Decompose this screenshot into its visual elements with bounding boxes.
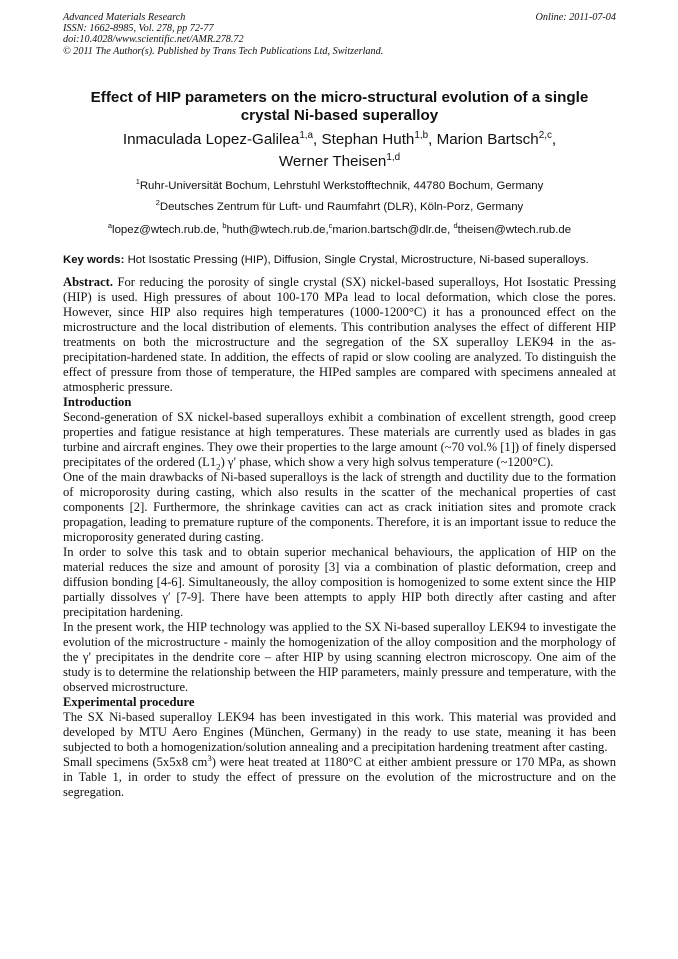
subscript: 2 xyxy=(216,461,221,472)
online-date: Online: 2011-07-04 xyxy=(535,12,616,23)
title-line-1: Effect of HIP parameters on the micro-structural evolution of a single xyxy=(90,88,589,106)
affiliation-text: Ruhr-Universität Bochum, Lehrstuhl Werkstofftechnik, 44780 Bochum, Germany xyxy=(139,179,544,192)
intro-paragraph-4: In the present work, the HIP technology was applied to the SX Ni-based superalloy LEK94 to investigate the evolution of the microstructure - mainly the homogenization of the alloy composition and the morphology of the γ′ precipitates in the dendrite core – after HIP by using scanning electron microscopy. One aim of the study is to determine the relationship between the HIP parameters, mainly pressure and temperature, with the observed microstructure. xyxy=(63,619,616,694)
title-line-2: crystal Ni-based superalloy xyxy=(240,106,439,124)
author-name: Stephan Huth xyxy=(321,130,415,148)
experimental-heading: Experimental procedure xyxy=(63,694,195,709)
intro-paragraph-1 xyxy=(63,410,616,470)
exp-p2-text-cont: ) were heat treated at 1180°C at either ambient pressure or 170 MPa, as shown in Table 1, in order to study the effect of pressure on the evolution of the microstructure and on the segregation. xyxy=(63,754,617,799)
exp-p2-text: Small specimens (5x5x8 cm xyxy=(63,754,208,769)
exp-paragraph-1: The SX Ni-based superalloy LEK94 has been investigated in this work. This material was provided and developed by MTU Aero Engines (München, Germany) in the ready to use state, meaning it has been subjected to both a homogenization/solution annealing and a precipitation hardening treatment after casting. xyxy=(63,709,616,754)
copyright-line: © 2011 The Author(s). Published by Trans Tech Publications Ltd, Switzerland. xyxy=(63,45,384,57)
journal-name: Advanced Materials Research xyxy=(63,12,186,23)
doi-line: doi:10.4028/www.scientific.net/AMR.278.72 xyxy=(63,34,244,46)
email-address[interactable]: theisen@wtech.rub.de xyxy=(457,223,572,236)
superscript: 3 xyxy=(207,752,212,763)
affiliation-text: Deutsches Zentrum für Luft- und Raumfahrt (DLR), Köln-Porz, Germany xyxy=(159,200,524,213)
author-separator: , xyxy=(313,130,322,148)
email-sup: b xyxy=(222,221,227,231)
email-line xyxy=(63,223,616,237)
exp-paragraph-2 xyxy=(63,752,617,800)
email-sup: c xyxy=(328,221,333,231)
keywords xyxy=(63,253,616,267)
paper-title xyxy=(63,89,616,125)
introduction-heading: Introduction xyxy=(63,394,132,409)
author-affil-sup: 1,b xyxy=(414,129,429,141)
intro-p1-text-cont: ) γ′ phase, which show a very high solvus temperature (~1200°C). xyxy=(220,454,554,469)
author-list xyxy=(63,129,616,173)
affiliation-1 xyxy=(63,179,616,193)
author-name: Marion Bartsch xyxy=(436,130,539,148)
email-address[interactable]: lopez@wtech.rub.de, xyxy=(112,223,223,236)
author-name: Inmaculada Lopez-Galilea xyxy=(122,130,300,148)
author-separator: , xyxy=(551,130,557,148)
author-affil-sup: 1,a xyxy=(299,129,314,141)
abstract-label: Abstract. xyxy=(63,274,114,289)
affiliation-number: 1 xyxy=(135,177,140,187)
paper-page xyxy=(63,12,616,800)
intro-paragraph-2: One of the main drawbacks of Ni-based superalloys is the lack of strength and ductility due to the formation of microporosity during casting, which also results in the scatter of the mechanical properties of cast components [2]. Furthermore, the shrinkage cavities can act as crack initiation sites and promote crack propagation, leading to premature rupture of the components. Therefore, it is an important issue to reduce the microporosity generated during casting. xyxy=(63,469,616,544)
affiliation-2 xyxy=(63,200,616,214)
authors-line-2 xyxy=(63,151,616,173)
email-address[interactable]: marion.bartsch@dlr.de, xyxy=(332,223,454,236)
email-address[interactable]: huth@wtech.rub.de, xyxy=(226,223,329,236)
abstract-text: For reducing the porosity of single crystal (SX) nickel-based superalloys, Hot Isostatic Pressing (HIP) is used. High pressures of about 100-170 MPa lead to local deformation, which close the pores. However, since HIP also requires high temperatures (1000-1200°C) it has a pronounced effect on the microstructure and the local distribution of elements. This contribution analyses the effect of different HIP treatments on both the microstructure and the segregation of the SX superalloy LEK94 in the as-precipitation-hardened state. In addition, the effects of rapid or slow cooling are analyzed. To distinguish the effect of pressure from those of temperature, the HIPed samples are compared with specimens annealed at atmospheric pressure. xyxy=(63,274,616,394)
author-affil-sup: 1,d xyxy=(386,151,401,163)
authors-line-1 xyxy=(63,129,616,151)
journal-header xyxy=(63,12,616,57)
issn-line: ISSN: 1662-8985, Vol. 278, pp 72-77 xyxy=(63,23,214,35)
author-name: Werner Theisen xyxy=(278,152,387,170)
author-affil-sup: 2,c xyxy=(538,129,552,141)
author-separator: , xyxy=(428,130,437,148)
affiliation-number: 2 xyxy=(155,198,160,208)
abstract xyxy=(63,275,616,395)
intro-p1-text: Second-generation of SX nickel-based superalloys exhibit a combination of excellent strength, good creep properties and fatigue resistance at high temperatures. These materials are currently used as blades in gas turbine and aircraft engines. They owe their properties to the large amount (~70 vol.% [1]) of finely dispersed precipitates of the ordered (L1 xyxy=(63,409,616,469)
email-sup: a xyxy=(107,221,113,231)
keywords-text: Hot Isostatic Pressing (HIP), Diffusion, Single Crystal, Microstructure, Ni-based superalloys. xyxy=(124,253,589,266)
keywords-label: Key words: xyxy=(63,253,125,266)
email-sup: d xyxy=(453,221,458,231)
intro-paragraph-3: In order to solve this task and to obtain superior mechanical behaviours, the application of HIP on the material reduces the size and amount of porosity [3] via a combination of plastic deformation, creep and diffusion bonding [4-6]. Simultaneously, the alloy composition is homogenized to some extent since the HIP partially dissolves γ′ [7-9]. There have been attempts to apply HIP both directly after casting and after precipitation hardening. xyxy=(63,544,616,619)
